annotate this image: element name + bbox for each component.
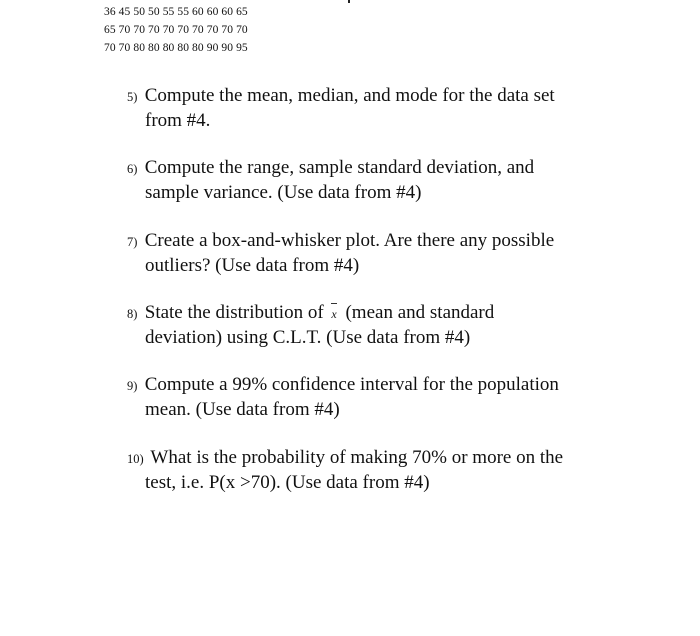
data-set xyxy=(104,3,248,57)
question-number: 8) xyxy=(127,307,138,321)
question-text-line-2: mean. (Use data from #4) xyxy=(145,399,340,420)
question-number: 7) xyxy=(127,235,138,249)
question-6 xyxy=(127,156,607,205)
question-number: 5) xyxy=(127,90,138,104)
question-8 xyxy=(127,301,607,350)
question-number: 6) xyxy=(127,162,138,176)
question-text-line-1-after: (mean and standard xyxy=(345,302,495,323)
question-text-line-2: deviation) using C.L.T. (Use data from #4) xyxy=(145,327,471,348)
question-text-line-2: outliers? (Use data from #4) xyxy=(145,255,360,276)
question-text-line-1: Create a box-and-whisker plot. Are there any possible xyxy=(144,230,555,251)
question-7 xyxy=(127,229,607,278)
data-line-2: 65 70 70 70 70 70 70 70 70 70 xyxy=(104,24,248,36)
top-page-mark xyxy=(348,0,350,3)
question-number: 9) xyxy=(127,379,138,393)
question-text-line-2: sample variance. (Use data from #4) xyxy=(145,182,422,203)
data-line-3: 70 70 80 80 80 80 80 90 90 95 xyxy=(104,42,248,54)
x-bar-symbol: x xyxy=(331,302,336,326)
question-text-line-2: from #4. xyxy=(145,110,211,131)
question-text-line-1-before: State the distribution of xyxy=(144,302,324,323)
question-10 xyxy=(127,446,607,495)
question-text-line-1: Compute the range, sample standard deviation, and xyxy=(144,157,535,178)
question-5 xyxy=(127,84,607,133)
data-line-1: 36 45 50 50 55 55 60 60 60 65 xyxy=(104,6,248,18)
question-text-line-2: test, i.e. P(x >70). (Use data from #4) xyxy=(145,472,430,493)
question-text-line-1: Compute a 99% confidence interval for the population xyxy=(144,374,559,395)
question-9 xyxy=(127,373,607,422)
question-text-line-1: What is the probability of making 70% or more on the xyxy=(150,447,564,468)
question-text-line-1: Compute the mean, median, and mode for the data set xyxy=(144,85,555,106)
question-number: 10) xyxy=(127,452,144,466)
